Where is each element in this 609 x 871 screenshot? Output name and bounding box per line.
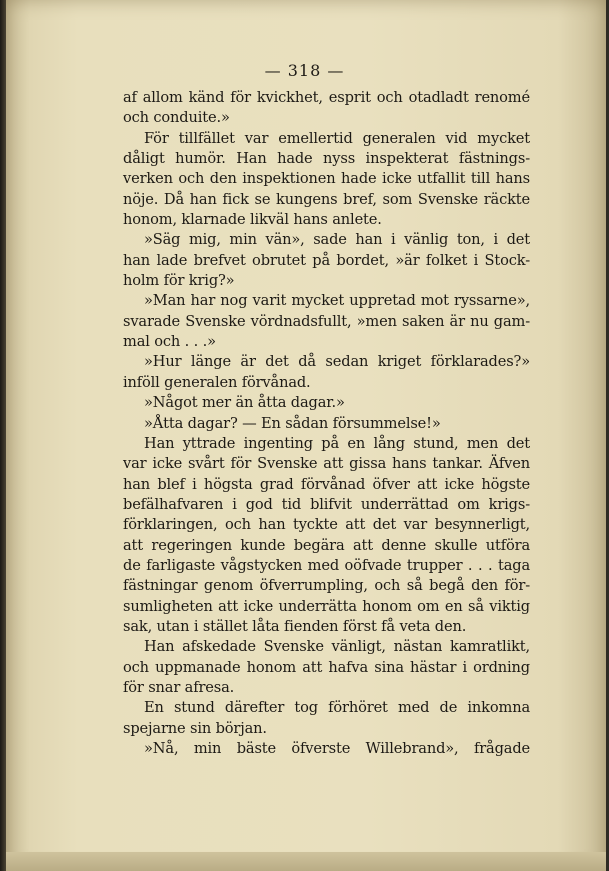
text-line: »Åtta dagar? — En sådan försummelse!» [144, 414, 441, 432]
text-line: För tillfället var emellertid generalen vid mycket [144, 129, 530, 147]
text-line: han blef i högsta grad förvånad öfver att icke högste [123, 475, 530, 493]
text-line: spejarne sin början. [123, 719, 267, 737]
text-line: befälhafvaren i god tid blifvit underrättad om krigs- [123, 495, 530, 513]
text-line: att regeringen kunde begära att denne skulle utföra [123, 536, 530, 554]
text-line: för snar afresa. [123, 678, 235, 696]
text-line: de farligaste vågstycken med oöfvade trupper . . . taga [123, 556, 530, 574]
text-line: »Hur länge är det då sedan kriget förklarades?» [144, 353, 530, 371]
text-line: »Säg mig, min vän», sade han i vänlig ton, i det [144, 231, 530, 249]
text-line: holm för krig?» [123, 272, 235, 290]
text-line: dåligt humör. Han hade nyss inspekterat fästnings- [123, 150, 530, 168]
text-line: »Man har nog varit mycket uppretad mot ryssarne», [144, 292, 530, 310]
text-line: han lade brefvet obrutet på bordet, »är folket i Stock- [123, 251, 530, 269]
body-text [123, 88, 530, 759]
text-line: verken och den inspektionen hade icke utfallit till hans [123, 170, 530, 188]
text-line: nöje. Då han fick se kungens bref, som Svenske räckte [123, 190, 530, 208]
text-line: sak, utan i stället låta fienden först få veta den. [123, 617, 467, 635]
page-bottom-edge [6, 852, 606, 871]
text-line: förklaringen, och han tyckte att det var besynnerligt, [123, 516, 530, 534]
text-line: »Något mer än åtta dagar.» [144, 394, 345, 412]
text-line: inföll generalen förvånad. [123, 373, 311, 391]
text-line: »Nå, min bäste öfverste Willebrand», frågade [144, 740, 530, 757]
text-line: af allom känd för kvickhet, esprit och otadladt renomé [123, 89, 530, 106]
text-line: var icke svårt för Svenske att gissa hans tankar. Äfven [123, 455, 530, 473]
text-line: mal och . . .» [123, 333, 216, 351]
page-number: — 318 — [264, 61, 345, 80]
text-line: svarade Svenske vördnadsfullt, »men saken är nu gam- [123, 312, 530, 330]
text-line: honom, klarnade likväl hans anlete. [123, 211, 382, 229]
text-line: fästningar genom öfverrumpling, och så begå den för- [123, 577, 530, 595]
text-line: Han yttrade ingenting på en lång stund, men det [144, 434, 530, 452]
text-line: Han afskedade Svenske vänligt, nästan kamratlikt, [144, 638, 530, 656]
text-line: En stund därefter tog förhöret med de inkomna [144, 699, 530, 717]
text-line: och uppmanade honom att hafva sina hästar i ordning [123, 658, 530, 676]
text-line: och conduite.» [123, 109, 230, 127]
text-line: sumligheten att icke underrätta honom om en så viktig [123, 597, 530, 615]
